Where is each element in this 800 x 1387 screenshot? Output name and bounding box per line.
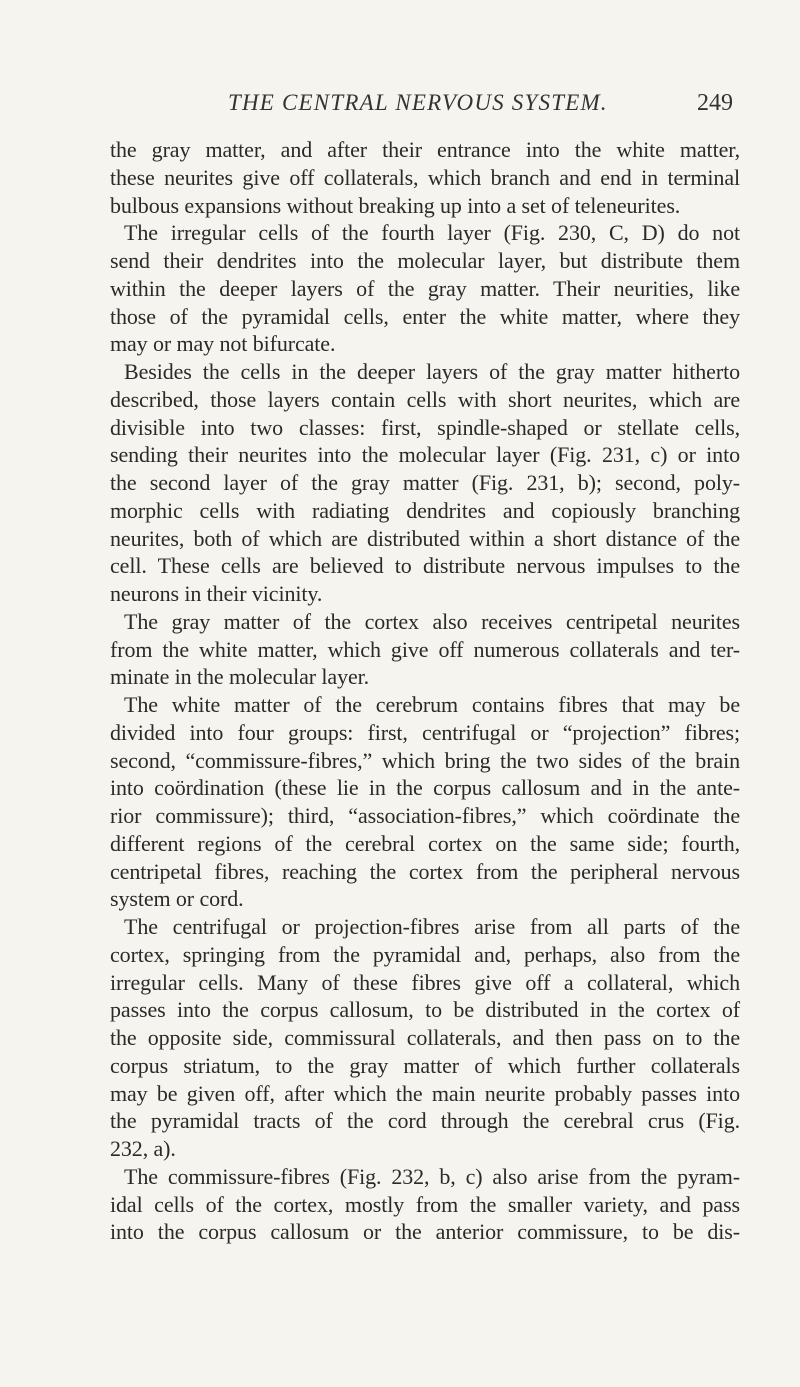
text-line: 232, a).	[110, 1136, 176, 1161]
text-line: these neurites give off collaterals, which branch and end in terminal	[110, 164, 740, 190]
text-line: passes into the corpus callosum, to be distributed in the cortex of	[110, 997, 740, 1023]
text-line: centripetal fibres, reaching the cortex from the peripheral nervous	[110, 858, 740, 884]
text-line: Besides the cells in the deeper layers of the gray matter hitherto	[124, 359, 740, 384]
text-line: may or may not bifurcate.	[110, 331, 336, 357]
text-line: The commissure-fibres (Fig. 232, b, c) also arise from the pyram-	[124, 1163, 740, 1189]
text-line: cell. These cells are believed to distribute nervous impulses to the	[110, 553, 740, 579]
text-line: The white matter of the cerebrum contains fibres that may be	[124, 692, 740, 717]
page-header	[0, 90, 800, 124]
text-line: the pyramidal tracts of the cord through the cerebral crus (Fig.	[110, 1108, 740, 1134]
text-line: irregular cells. Many of these fibres give off a collateral, which	[110, 969, 740, 995]
text-line: second, “commissure-fibres,” which bring the two sides of the brain	[110, 747, 740, 773]
text-line: send their dendrites into the molecular layer, but distribute them	[110, 248, 740, 273]
text-line: within the deeper layers of the gray matter. Their neurities, like	[110, 275, 740, 301]
text-line: bulbous expansions without breaking up into a set of teleneurites.	[110, 192, 681, 218]
text-line: neurons in their vicinity.	[110, 581, 323, 606]
text-line: the gray matter, and after their entrance into the white matter,	[110, 137, 740, 162]
text-line: sending their neurites into the molecular layer (Fig. 231, c) or into	[110, 442, 740, 468]
text-line: the second layer of the gray matter (Fig. 231, b); second, poly-	[110, 470, 740, 495]
text-line: described, those layers contain cells with short neurites, which are	[110, 386, 740, 412]
text-line: morphic cells with radiating dendrites and copiously branching	[110, 497, 740, 523]
text-line: may be given off, after which the main neurite probably passes into	[110, 1080, 740, 1106]
text-line: The gray matter of the cortex also receives centripetal neurites	[124, 608, 740, 634]
text-line: The centrifugal or projection-fibres arise from all parts of the	[124, 914, 740, 939]
text-line: divided into four groups: first, centrifugal or “projection” fibres;	[110, 719, 740, 745]
text-line: from the white matter, which give off numerous collaterals and ter-	[110, 636, 740, 662]
page-number: 249	[697, 90, 733, 116]
text-line: rior commissure); third, “association-fibres,” which coördinate the	[110, 803, 740, 828]
text-line: those of the pyramidal cells, enter the white matter, where they	[110, 303, 740, 329]
text-line: into coördination (these lie in the corpus callosum and in the ante-	[110, 775, 740, 801]
text-line: system or cord.	[110, 886, 244, 912]
text-line: minate in the molecular layer.	[110, 664, 370, 690]
text-line: corpus striatum, to the gray matter of which further collaterals	[110, 1052, 740, 1078]
running-title: THE CENTRAL NERVOUS SYSTEM.	[228, 90, 608, 115]
text-line: divisible into two classes: first, spindle-shaped or stellate cells,	[110, 414, 740, 440]
body-text	[110, 136, 740, 1246]
text-line: neurites, both of which are distributed within a short distance of the	[110, 525, 740, 551]
text-line: idal cells of the cortex, mostly from the smaller variety, and pass	[110, 1191, 740, 1217]
text-line: different regions of the cerebral cortex on the same side; fourth,	[110, 830, 740, 856]
text-line: into the corpus callosum or the anterior commissure, to be dis-	[110, 1219, 740, 1245]
text-line: cortex, springing from the pyramidal and, perhaps, also from the	[110, 941, 740, 967]
text-line: The irregular cells of the fourth layer (Fig. 230, C, D) do not	[124, 220, 740, 246]
text-line: the opposite side, commissural collaterals, and then pass on to the	[110, 1025, 740, 1050]
